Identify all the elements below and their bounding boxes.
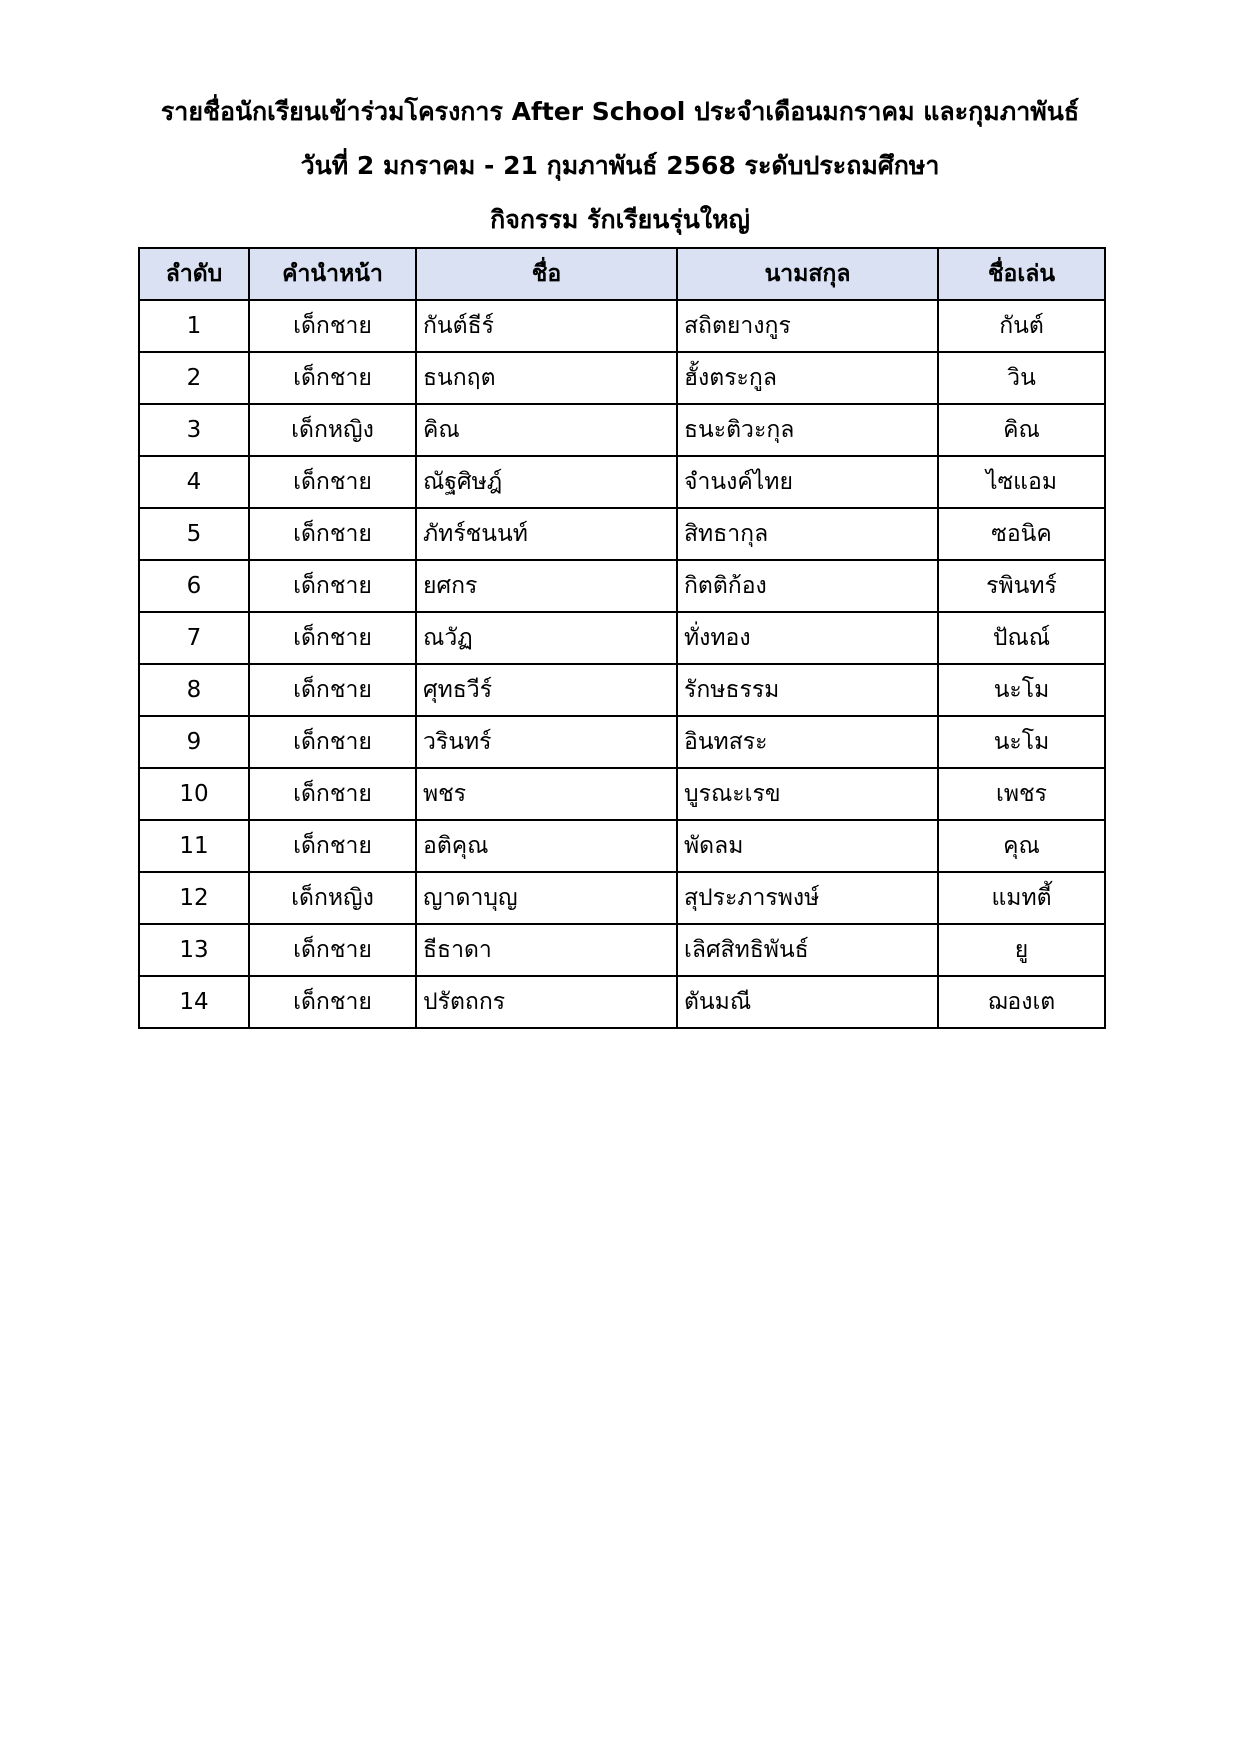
cell-prefix: เด็กชาย bbox=[249, 768, 416, 820]
cell-prefix: เด็กชาย bbox=[249, 456, 416, 508]
cell-first-name: วรินทร์ bbox=[416, 716, 677, 768]
cell-prefix: เด็กชาย bbox=[249, 560, 416, 612]
cell-nickname: ไซแอม bbox=[938, 456, 1105, 508]
table-row bbox=[139, 872, 1105, 924]
cell-last-name: ตันมณี bbox=[677, 976, 938, 1028]
document-title: รายชื่อนักเรียนเข้าร่วมโครงการ After School ประจำเดือนมกราคม และกุมภาพันธ์ bbox=[160, 97, 1080, 126]
table-body bbox=[139, 300, 1105, 1028]
column-header-prefix: คำนำหน้า bbox=[249, 248, 416, 300]
cell-no: 13 bbox=[139, 924, 249, 976]
cell-last-name: กิตติก้อง bbox=[677, 560, 938, 612]
table-row bbox=[139, 612, 1105, 664]
cell-last-name: ฮั้งตระกูล bbox=[677, 352, 938, 404]
cell-prefix: เด็กชาย bbox=[249, 820, 416, 872]
table-row bbox=[139, 508, 1105, 560]
cell-first-name: ศุทธวีร์ bbox=[416, 664, 677, 716]
cell-prefix: เด็กชาย bbox=[249, 352, 416, 404]
cell-last-name: ทั่งทอง bbox=[677, 612, 938, 664]
cell-first-name: ณวัฏ bbox=[416, 612, 677, 664]
cell-last-name: สุประภารพงษ์ bbox=[677, 872, 938, 924]
column-header-nickname: ชื่อเล่น bbox=[938, 248, 1105, 300]
table-row bbox=[139, 352, 1105, 404]
column-header-last-name: นามสกุล bbox=[677, 248, 938, 300]
cell-last-name: บูรณะเรข bbox=[677, 768, 938, 820]
cell-prefix: เด็กชาย bbox=[249, 924, 416, 976]
table-row bbox=[139, 456, 1105, 508]
cell-nickname: ปัณณ์ bbox=[938, 612, 1105, 664]
cell-last-name: รักษธรรม bbox=[677, 664, 938, 716]
cell-last-name: อินทสระ bbox=[677, 716, 938, 768]
table-row bbox=[139, 664, 1105, 716]
cell-nickname: คิณ bbox=[938, 404, 1105, 456]
cell-first-name: กันต์ธีร์ bbox=[416, 300, 677, 352]
document-date-range: วันที่ 2 มกราคม - 21 กุมภาพันธ์ 2568 ระดับประถมศึกษา bbox=[300, 151, 940, 180]
cell-no: 5 bbox=[139, 508, 249, 560]
cell-no: 7 bbox=[139, 612, 249, 664]
cell-no: 8 bbox=[139, 664, 249, 716]
cell-no: 9 bbox=[139, 716, 249, 768]
cell-nickname: เพชร bbox=[938, 768, 1105, 820]
cell-first-name: ภัทร์ชนนท์ bbox=[416, 508, 677, 560]
cell-nickname: นะโม bbox=[938, 664, 1105, 716]
cell-no: 12 bbox=[139, 872, 249, 924]
cell-nickname: กันต์ bbox=[938, 300, 1105, 352]
cell-first-name: ณัฐศิษฎ์ bbox=[416, 456, 677, 508]
cell-first-name: คิณ bbox=[416, 404, 677, 456]
table-row bbox=[139, 404, 1105, 456]
cell-first-name: ธีธาดา bbox=[416, 924, 677, 976]
cell-no: 6 bbox=[139, 560, 249, 612]
cell-first-name: พชร bbox=[416, 768, 677, 820]
cell-no: 3 bbox=[139, 404, 249, 456]
table-row bbox=[139, 300, 1105, 352]
cell-prefix: เด็กชาย bbox=[249, 508, 416, 560]
table-header-row bbox=[139, 248, 1105, 300]
cell-last-name: จำนงค์ไทย bbox=[677, 456, 938, 508]
cell-prefix: เด็กหญิง bbox=[249, 872, 416, 924]
column-header-no: ลำดับ bbox=[139, 248, 249, 300]
cell-nickname: ซอนิค bbox=[938, 508, 1105, 560]
cell-prefix: เด็กชาย bbox=[249, 664, 416, 716]
cell-first-name: ปรัตถกร bbox=[416, 976, 677, 1028]
cell-no: 11 bbox=[139, 820, 249, 872]
cell-prefix: เด็กชาย bbox=[249, 976, 416, 1028]
cell-no: 2 bbox=[139, 352, 249, 404]
cell-first-name: อติคุณ bbox=[416, 820, 677, 872]
cell-last-name: เลิศสิทธิพันธ์ bbox=[677, 924, 938, 976]
cell-no: 10 bbox=[139, 768, 249, 820]
cell-last-name: สิทธากุล bbox=[677, 508, 938, 560]
table-row bbox=[139, 560, 1105, 612]
table-row bbox=[139, 976, 1105, 1028]
cell-prefix: เด็กชาย bbox=[249, 300, 416, 352]
cell-nickname: นะโม bbox=[938, 716, 1105, 768]
table-row bbox=[139, 820, 1105, 872]
column-header-first-name: ชื่อ bbox=[416, 248, 677, 300]
student-roster-table bbox=[138, 247, 1106, 1029]
cell-last-name: พัดลม bbox=[677, 820, 938, 872]
cell-nickname: ยู bbox=[938, 924, 1105, 976]
table-row bbox=[139, 716, 1105, 768]
cell-prefix: เด็กชาย bbox=[249, 612, 416, 664]
cell-nickname: รพินทร์ bbox=[938, 560, 1105, 612]
cell-prefix: เด็กชาย bbox=[249, 716, 416, 768]
cell-no: 4 bbox=[139, 456, 249, 508]
cell-no: 14 bbox=[139, 976, 249, 1028]
table-row bbox=[139, 768, 1105, 820]
cell-last-name: ธนะติวะกุล bbox=[677, 404, 938, 456]
cell-prefix: เด็กหญิง bbox=[249, 404, 416, 456]
cell-nickname: ฌองเต bbox=[938, 976, 1105, 1028]
cell-first-name: ยศกร bbox=[416, 560, 677, 612]
table-row bbox=[139, 924, 1105, 976]
activity-name: กิจกรรม รักเรียนรุ่นใหญ่ bbox=[490, 205, 750, 234]
cell-last-name: สถิตยางกูร bbox=[677, 300, 938, 352]
cell-nickname: วิน bbox=[938, 352, 1105, 404]
cell-first-name: ญาดาบุญ bbox=[416, 872, 677, 924]
cell-first-name: ธนกฤต bbox=[416, 352, 677, 404]
cell-no: 1 bbox=[139, 300, 249, 352]
cell-nickname: แมทตี้ bbox=[938, 872, 1105, 924]
cell-nickname: คุณ bbox=[938, 820, 1105, 872]
